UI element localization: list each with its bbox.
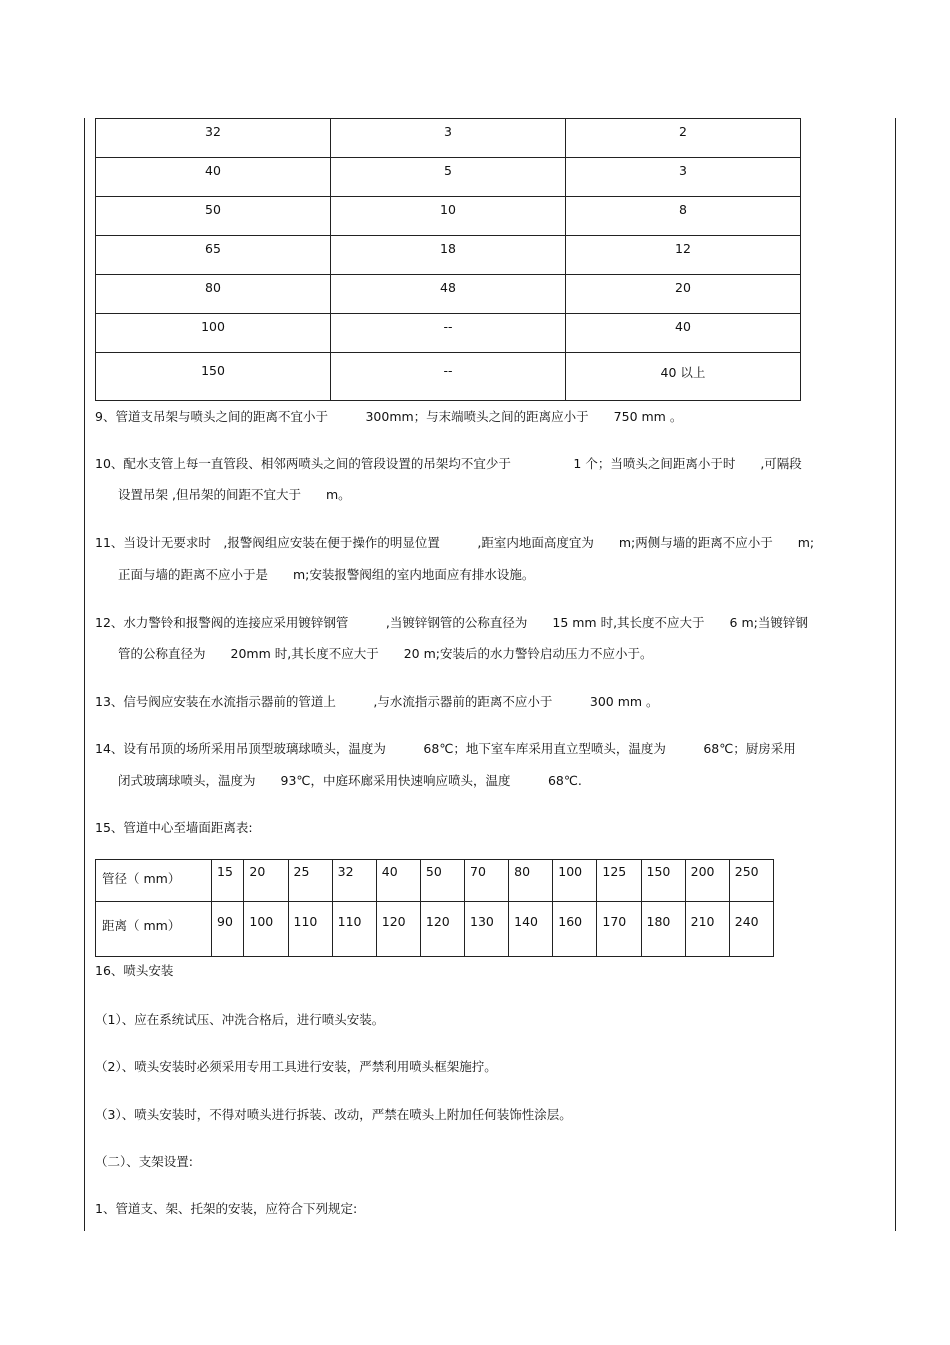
section-16-title: 16、喷头安装 bbox=[95, 963, 174, 978]
section-16-step-2: （2）、喷头安装时必须采用专用工具进行安装，严禁利用喷头框架施拧。 bbox=[95, 1059, 497, 1074]
item-9: 9、管道支吊架与喷头之间的距离不宜小于 300mm；与末端喷头之间的距离应小于 750 mm 。 bbox=[95, 409, 683, 424]
table-cell: 40 bbox=[566, 314, 801, 353]
table-cell: -- bbox=[331, 314, 566, 353]
item-12-line-2: 管的公称直径为 20mm 时,其长度不应大于 20 m;安装后的水力警铃启动压力不应小于。 bbox=[118, 646, 653, 661]
support-section-title: （二）、支架设置: bbox=[95, 1154, 193, 1169]
item-11-line-2: 正面与墙的距离不应小于是 m;安装报警阀组的室内地面应有排水设施。 bbox=[118, 567, 535, 582]
table-cell: 2 bbox=[566, 119, 801, 158]
table-cell: 80 bbox=[509, 860, 553, 902]
item-11-line-1: 11、当设计无要求时 ,报警阀组应安装在便于操作的明显位置 ,距室内地面高度宜为 m;两侧与墙的距离不应小于 m; bbox=[95, 535, 815, 550]
pipe-wall-distance-table bbox=[95, 859, 774, 957]
table-row bbox=[96, 236, 801, 275]
table-cell: 160 bbox=[553, 902, 597, 957]
table-row bbox=[96, 197, 801, 236]
table-cell: 48 bbox=[331, 275, 566, 314]
table-cell: 150 bbox=[641, 860, 685, 902]
table-cell: 20 bbox=[244, 860, 288, 902]
table-cell: 90 bbox=[212, 902, 244, 957]
table-cell: 100 bbox=[96, 314, 331, 353]
table-cell: 40 以上 bbox=[566, 353, 801, 401]
table-cell: 100 bbox=[553, 860, 597, 902]
pipe-diameter-table bbox=[95, 118, 801, 401]
support-item-1: 1、管道支、架、托架的安装，应符合下列规定: bbox=[95, 1201, 358, 1216]
table-cell: 25 bbox=[288, 860, 332, 902]
table-cell: 65 bbox=[96, 236, 331, 275]
item-10-line-1: 10、配水支管上每一直管段、相邻两喷头之间的管段设置的吊架均不宜少于 1 个；当喷头之间距离小于时 ,可隔段 bbox=[95, 456, 802, 471]
page-frame-left-border bbox=[84, 118, 85, 1231]
table-cell: 3 bbox=[331, 119, 566, 158]
table-cell: 8 bbox=[566, 197, 801, 236]
table-cell: 50 bbox=[96, 197, 331, 236]
table-cell: 12 bbox=[566, 236, 801, 275]
page-frame-right-border bbox=[895, 118, 896, 1231]
table-row bbox=[96, 860, 774, 902]
table-cell: 32 bbox=[96, 119, 331, 158]
table-cell: 5 bbox=[331, 158, 566, 197]
table-cell: 40 bbox=[376, 860, 420, 902]
table-cell: 50 bbox=[420, 860, 464, 902]
table-cell: 240 bbox=[729, 902, 773, 957]
table-cell: 250 bbox=[729, 860, 773, 902]
item-12-line-1: 12、水力警铃和报警阀的连接应采用镀锌钢管 ,当镀锌钢管的公称直径为 15 mm 时,其长度不应大于 6 m;当镀锌钢 bbox=[95, 615, 808, 630]
table-cell: 18 bbox=[331, 236, 566, 275]
item-13: 13、信号阀应安装在水流指示器前的管道上 ,与水流指示器前的距离不应小于 300 mm 。 bbox=[95, 694, 659, 709]
table-cell: 200 bbox=[685, 860, 729, 902]
table-cell: 70 bbox=[465, 860, 509, 902]
table-cell: 120 bbox=[420, 902, 464, 957]
table-row bbox=[96, 158, 801, 197]
table-cell: -- bbox=[331, 353, 566, 401]
table-row bbox=[96, 314, 801, 353]
section-16-step-1: （1）、应在系统试压、冲洗合格后，进行喷头安装。 bbox=[95, 1012, 385, 1027]
section-16-step-3: （3）、喷头安装时，不得对喷头进行拆装、改动，严禁在喷头上附加任何装饰性涂层。 bbox=[95, 1107, 572, 1122]
table-cell: 100 bbox=[244, 902, 288, 957]
table-cell: 150 bbox=[96, 353, 331, 401]
table-cell: 32 bbox=[332, 860, 376, 902]
table-cell: 3 bbox=[566, 158, 801, 197]
table-row bbox=[96, 119, 801, 158]
table-cell: 10 bbox=[331, 197, 566, 236]
table-cell: 110 bbox=[332, 902, 376, 957]
table-row bbox=[96, 275, 801, 314]
table-cell: 120 bbox=[376, 902, 420, 957]
item-10-line-2: 设置吊架 ,但吊架的间距不宜大于 m。 bbox=[118, 487, 351, 502]
table-row bbox=[96, 353, 801, 401]
table-cell: 80 bbox=[96, 275, 331, 314]
table-cell: 170 bbox=[597, 902, 641, 957]
table-cell: 125 bbox=[597, 860, 641, 902]
table-header-cell: 管径（ mm） bbox=[96, 860, 212, 902]
table-header-cell: 距离（ mm） bbox=[96, 902, 212, 957]
table-row bbox=[96, 902, 774, 957]
item-14-line-2: 闭式玻璃球喷头，温度为 93℃，中庭环廊采用快速响应喷头，温度 68℃. bbox=[118, 773, 582, 788]
item-15: 15、管道中心至墙面距离表: bbox=[95, 820, 253, 835]
table-cell: 15 bbox=[212, 860, 244, 902]
table-cell: 140 bbox=[509, 902, 553, 957]
item-14-line-1: 14、设有吊顶的场所采用吊顶型玻璃球喷头，温度为 68℃；地下室车库采用直立型喷头，温度为 68℃；厨房采用 bbox=[95, 741, 796, 756]
table-cell: 130 bbox=[465, 902, 509, 957]
table-cell: 180 bbox=[641, 902, 685, 957]
table-cell: 40 bbox=[96, 158, 331, 197]
table-cell: 20 bbox=[566, 275, 801, 314]
table-cell: 210 bbox=[685, 902, 729, 957]
table-cell: 110 bbox=[288, 902, 332, 957]
